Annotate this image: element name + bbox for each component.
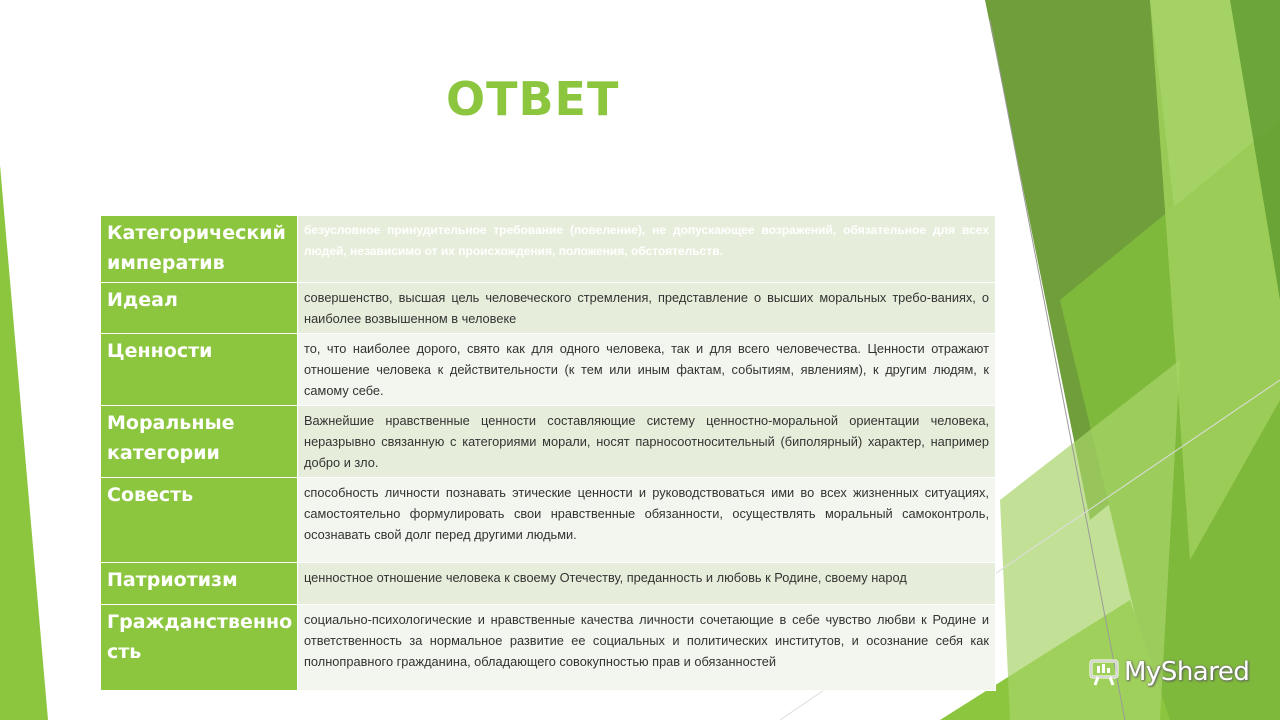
table-row [101, 216, 996, 283]
table-row [101, 334, 996, 406]
slide-title: ОТВЕТ [446, 72, 620, 126]
definition-cell: способность личности познавать этические ценности и руководствоваться ими во всех жизненных ситуациях, самостоятельно формулировать свои нравственные обязанности, осуществлять моральный самоконтроль, осознавать свой долг перед другими людьми. [298, 478, 996, 563]
table-row [101, 478, 996, 563]
definition-cell: безусловное принудительное требование (повеление), не допускающее возражений, обязательное для всех людей, независимо от их происхождения, положения, обстоятельств. [298, 216, 996, 283]
table-row [101, 563, 996, 605]
definition-cell: ценностное отношение человека к своему Отечеству, преданность и любовь к Родине, своему народ [298, 563, 996, 605]
definitions-table [100, 215, 996, 691]
definition-cell: социально-психологические и нравственные качества личности сочетающие в себе чувство любви к Родине и ответственность за нормальное развитие ее социальных и политических институтов, и осознание себя как полноправного гражданина, обладающего совокупностью прав и обязанностей [298, 605, 996, 691]
term-cell: Патриотизм [101, 563, 298, 605]
table-row [101, 283, 996, 334]
myshared-logo-icon [1088, 656, 1120, 688]
definition-cell: совершенство, высшая цель человеческого стремления, представление о высших моральных требо-ваниях, о наиболее возвышенном в человеке [298, 283, 996, 334]
term-cell: Гражданственно сть [101, 605, 298, 691]
definition-cell: Важнейшие нравственные ценности составляющие систему ценностно-моральной ориентации человека, неразрывно связанную с категориями морали, носят парносоотносительный (биполярный) характер, например добро и зло. [298, 406, 996, 478]
term-cell: Идеал [101, 283, 298, 334]
definition-cell: то, что наиболее дорого, свято как для одного человека, так и для всего человечества. Ценности отражают отношение человека к действительности (к тем или иным фактам, событиям, явлениям), к другим людям, к самому себе. [298, 334, 996, 406]
term-cell: Моральные категории [101, 406, 298, 478]
watermark-logo [1088, 656, 1249, 688]
watermark-text: MyShared [1124, 657, 1250, 687]
term-cell: Ценности [101, 334, 298, 406]
table-row [101, 605, 996, 691]
table-row [101, 406, 996, 478]
term-cell: Совесть [101, 478, 298, 563]
term-cell: Категорический императив [101, 216, 298, 283]
